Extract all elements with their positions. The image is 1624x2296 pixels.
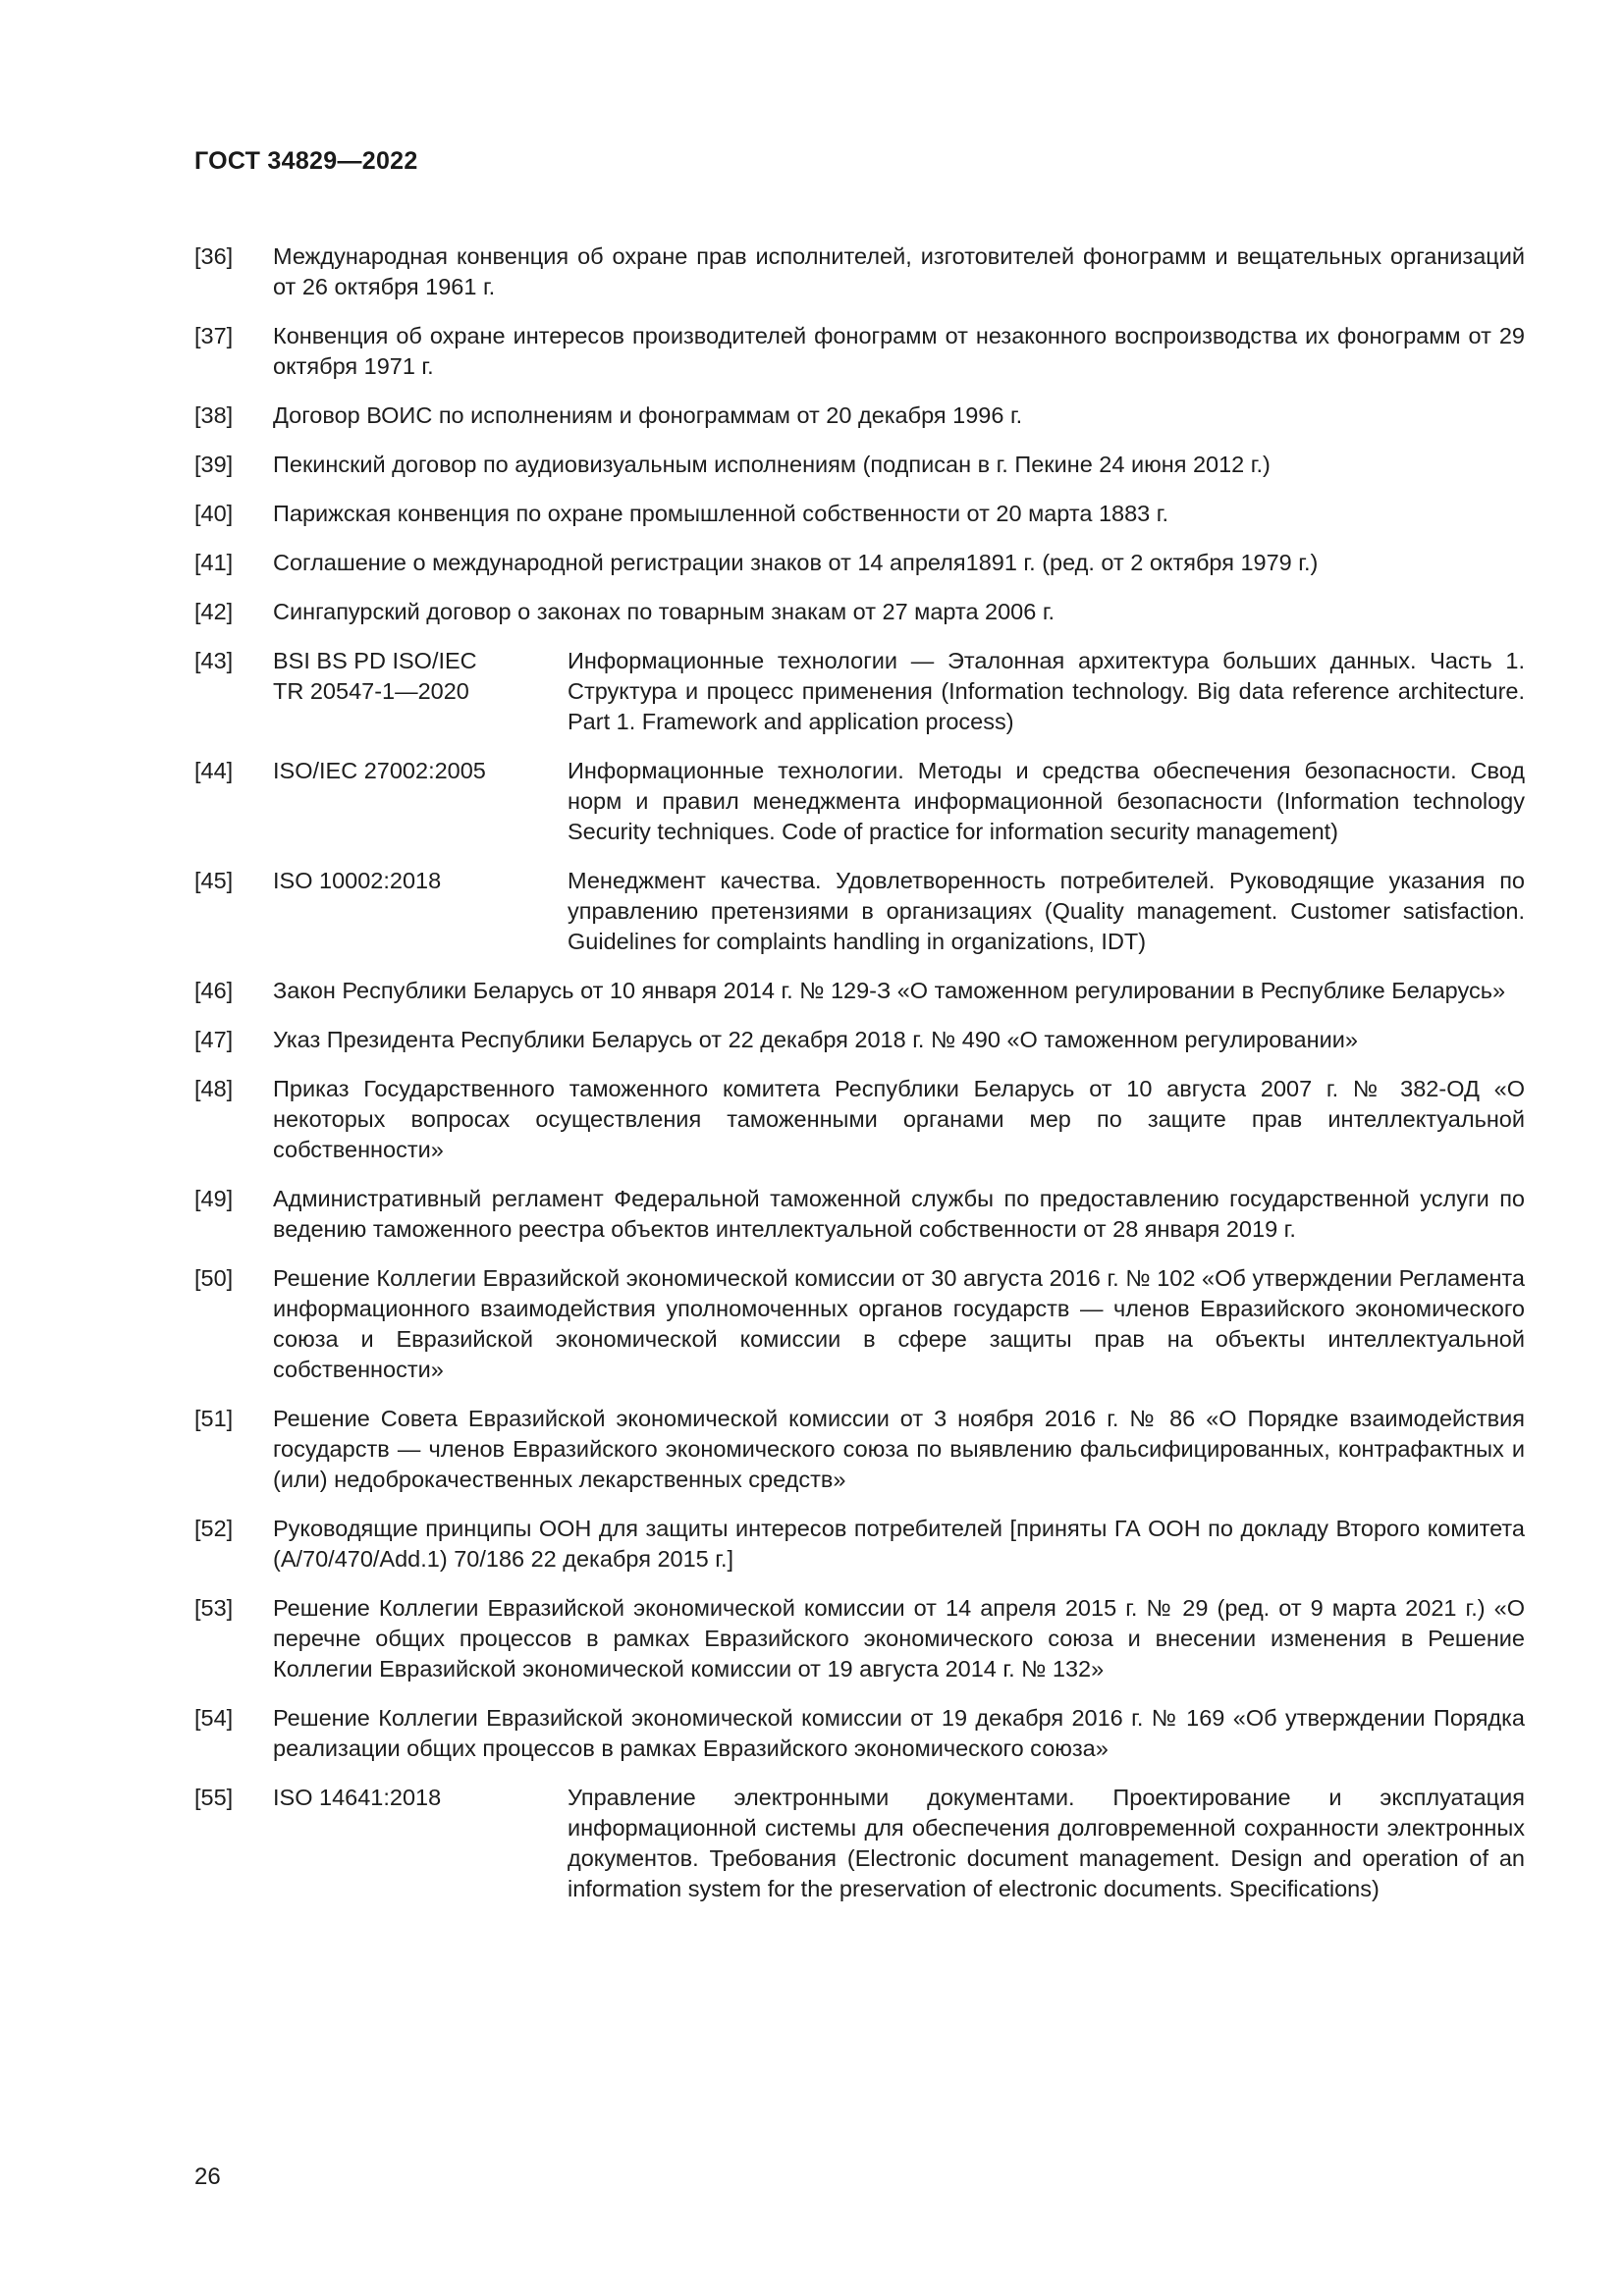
reference-text: Решение Коллегии Евразийской экономической комиссии от 14 апреля 2015 г. № 29 (ред. от 9 марта 2021 г.) «О перечне общих процессов в рамках Евразийского экономического союза и внесении изменения в Решение Коллегии Евразийской экономической комиссии от 19 августа 2014 г. № 132»: [273, 1595, 1525, 1682]
reference-item: [194, 548, 1525, 578]
page-header-title: ГОСТ 34829—2022: [194, 147, 418, 175]
reference-text: Решение Совета Евразийской экономической комиссии от 3 ноября 2016 г. № 86 «О Порядке взаимодействия государств — членов Евразийского экономического союза по выявлению фальсифицированных, контрафактных и (или) недоброкачественных лекарственных средств»: [273, 1406, 1525, 1492]
reference-number: [52]: [194, 1516, 234, 1541]
reference-standard-title: Управление электронными документами. Проектирование и эксплуатация информационной системы для обеспечения долговременной сохранности электронных документов. Требования (Electronic document management. Design and operation of an information system for the preservation of electronic documents. Specifications): [568, 1785, 1525, 1901]
reference-number: [37]: [194, 323, 234, 348]
reference-item: [194, 241, 1525, 302]
reference-item: [194, 450, 1525, 480]
reference-item: [194, 1514, 1525, 1575]
reference-text: Решение Коллегии Евразийской экономической комиссии от 30 августа 2016 г. № 102 «Об утверждении Регламента информационного взаимодействия уполномоченных органов государств — членов Евразийского экономического союза и Евразийской экономической комиссии в сфере защиты прав на объекты интеллектуальной собственности»: [273, 1265, 1525, 1382]
reference-item-with-code: [194, 1783, 1525, 1904]
reference-text: Приказ Государственного таможенного комитета Республики Беларусь от 10 августа 2007 г. № 382-ОД «О некоторых вопросах осуществления таможенными органами мер по защите прав интеллектуальной собственности»: [273, 1076, 1525, 1162]
reference-number: [46]: [194, 978, 234, 1003]
reference-text: Конвенция об охране интересов производителей фонограмм от незаконного воспроизводства их фонограмм от 29 октября 1971 г.: [273, 323, 1525, 379]
reference-text: Административный регламент Федеральной таможенной службы по предоставлению государственной услуги по ведению таможенного реестра объектов интеллектуальной собственности от 28 января 2019 г.: [273, 1186, 1525, 1242]
reference-number: [51]: [194, 1406, 234, 1431]
reference-item: [194, 400, 1525, 431]
reference-text: Соглашение о международной регистрации знаков от 14 апреля1891 г. (ред. от 2 октября 1979 г.): [273, 550, 1319, 575]
reference-number: [45]: [194, 868, 234, 893]
reference-item: [194, 1025, 1525, 1055]
page-number: 26: [194, 2163, 221, 2190]
reference-number: [39]: [194, 452, 234, 477]
reference-text: Парижская конвенция по охране промышленной собственности от 20 марта 1883 г.: [273, 501, 1168, 526]
reference-item: [194, 1184, 1525, 1245]
reference-text: Руководящие принципы ООН для защиты интересов потребителей [приняты ГА ООН по докладу Второго комитета (A/70/470/Add.1) 70/186 22 декабря 2015 г.]: [273, 1516, 1525, 1572]
reference-item: [194, 321, 1525, 382]
reference-text: Международная конвенция об охране прав исполнителей, изготовителей фонограмм и вещательных организаций от 26 октября 1961 г.: [273, 243, 1525, 299]
reference-item-with-code: [194, 646, 1525, 737]
reference-number: [55]: [194, 1785, 234, 1810]
reference-text: Пекинский договор по аудиовизуальным исполнениям (подписан в г. Пекине 24 июня 2012 г.): [273, 452, 1271, 477]
reference-standard-title: Информационные технологии — Эталонная архитектура больших данных. Часть 1. Структура и процесс применения (Information technology. Big data reference architecture. Part 1. Framework and application process): [568, 648, 1525, 734]
reference-number: [42]: [194, 599, 234, 624]
reference-standard-code: ISO 14641:2018: [273, 1785, 442, 1810]
reference-number: [36]: [194, 243, 234, 269]
reference-text: Указ Президента Республики Беларусь от 22 декабря 2018 г. № 490 «О таможенном регулировании»: [273, 1027, 1358, 1052]
reference-text: Договор ВОИС по исполнениям и фонограммам от 20 декабря 1996 г.: [273, 402, 1023, 428]
reference-list: [194, 241, 1525, 1923]
reference-item: [194, 499, 1525, 529]
reference-number: [43]: [194, 648, 234, 673]
reference-item-with-code: [194, 866, 1525, 957]
reference-number: [38]: [194, 402, 234, 428]
reference-number: [44]: [194, 758, 234, 783]
reference-number: [50]: [194, 1265, 234, 1291]
reference-item: [194, 1263, 1525, 1385]
reference-number: [48]: [194, 1076, 234, 1101]
reference-item: [194, 1593, 1525, 1684]
reference-number: [49]: [194, 1186, 234, 1211]
reference-text: Закон Республики Беларусь от 10 января 2014 г. № 129-З «О таможенном регулировании в Республике Беларусь»: [273, 978, 1506, 1003]
reference-item: [194, 1074, 1525, 1165]
reference-text: Решение Коллегии Евразийской экономической комиссии от 19 декабря 2016 г. № 169 «Об утверждении Порядка реализации общих процессов в рамках Евразийского экономического союза»: [273, 1705, 1525, 1761]
reference-number: [54]: [194, 1705, 234, 1731]
reference-number: [40]: [194, 501, 234, 526]
reference-item: [194, 976, 1525, 1006]
reference-item-with-code: [194, 756, 1525, 847]
reference-standard-code: BSI BS PD ISO/IEC TR 20547-1—2020: [273, 648, 477, 704]
reference-item: [194, 1703, 1525, 1764]
reference-standard-title: Информационные технологии. Методы и средства обеспечения безопасности. Свод норм и правил менеджмента информационной безопасности (Information technology Security techniques. Code of practice for information security management): [568, 758, 1525, 844]
reference-item: [194, 597, 1525, 627]
reference-number: [53]: [194, 1595, 234, 1621]
reference-standard-title: Менеджмент качества. Удовлетворенность потребителей. Руководящие указания по управлению претензиями в организациях (Quality management. Customer satisfaction. Guidelines for complaints handling in organizations, IDT): [568, 868, 1525, 954]
reference-number: [41]: [194, 550, 234, 575]
reference-standard-code: ISO/IEC 27002:2005: [273, 758, 486, 783]
reference-item: [194, 1404, 1525, 1495]
reference-standard-code: ISO 10002:2018: [273, 868, 442, 893]
reference-text: Сингапурский договор о законах по товарным знакам от 27 марта 2006 г.: [273, 599, 1056, 624]
reference-number: [47]: [194, 1027, 234, 1052]
